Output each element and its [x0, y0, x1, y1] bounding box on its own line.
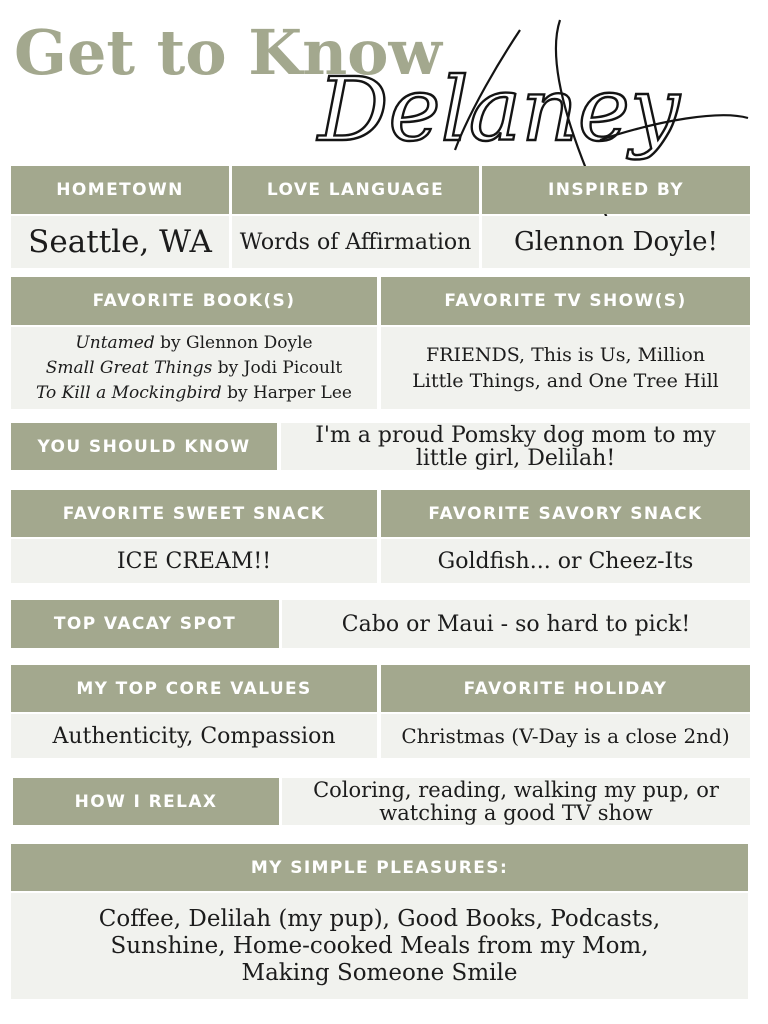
how-i-relax-value: Coloring, reading, walking my pup, or watching a good TV show	[282, 778, 750, 825]
simple-pleasures-value: Coffee, Delilah (my pup), Good Books, Podcasts, Sunshine, Home-cooked Meals from my Mom, Making Someone Smile	[11, 893, 748, 999]
sweet-snack-header: FAVORITE SWEET SNACK	[11, 490, 377, 537]
vacay-spot-value: Cabo or Maui - so hard to pick!	[282, 600, 750, 648]
inspired-by-value: Glennon Doyle!	[482, 216, 750, 268]
signature-text: Delaney	[318, 58, 680, 161]
book-author: Harper Lee	[252, 382, 352, 403]
book-author: Jodi Picoult	[243, 357, 343, 378]
page-title: Get to Know	[14, 16, 442, 89]
you-should-know-value: I'm a proud Pomsky dog mom to my little girl, Delilah!	[281, 423, 750, 470]
hometown-value: Seattle, WA	[11, 216, 229, 268]
book-title: Untamed	[75, 332, 155, 353]
core-values-header: MY TOP CORE VALUES	[11, 665, 377, 712]
favorite-holiday-value: Christmas (V-Day is a close 2nd)	[381, 714, 750, 758]
book-by: by	[154, 332, 187, 353]
favorite-books-header: FAVORITE BOOK(S)	[11, 277, 377, 325]
book-item	[75, 331, 312, 356]
inspired-by-header: INSPIRED BY	[482, 166, 750, 214]
core-values-value: Authenticity, Compassion	[11, 714, 377, 758]
savory-snack-header: FAVORITE SAVORY SNACK	[381, 490, 750, 537]
sweet-snack-value: ICE CREAM!!	[11, 539, 377, 583]
how-i-relax-header: HOW I RELAX	[13, 778, 279, 825]
book-title: Small Great Things	[45, 357, 213, 378]
you-should-know-header: YOU SHOULD KNOW	[11, 423, 277, 470]
book-by: by	[212, 357, 244, 378]
vacay-spot-header: TOP VACAY SPOT	[11, 600, 279, 648]
favorite-tv-header: FAVORITE TV SHOW(S)	[381, 277, 750, 325]
favorite-tv-value: FRIENDS, This is Us, Million Little Things, and One Tree Hill	[381, 327, 750, 409]
love-language-header: LOVE LANGUAGE	[232, 166, 479, 214]
book-item	[46, 356, 343, 381]
book-by: by	[221, 382, 253, 403]
savory-snack-value: Goldfish... or Cheez-Its	[381, 539, 750, 583]
hometown-header: HOMETOWN	[11, 166, 229, 214]
favorite-holiday-header: FAVORITE HOLIDAY	[381, 665, 750, 712]
book-title: To Kill a Mockingbird	[36, 382, 222, 403]
simple-pleasures-header: MY SIMPLE PLEASURES:	[11, 844, 748, 891]
favorite-books-list	[11, 327, 377, 409]
book-author: Glennon Doyle	[186, 332, 313, 353]
book-item	[36, 381, 352, 406]
love-language-value: Words of Affirmation	[232, 216, 479, 268]
